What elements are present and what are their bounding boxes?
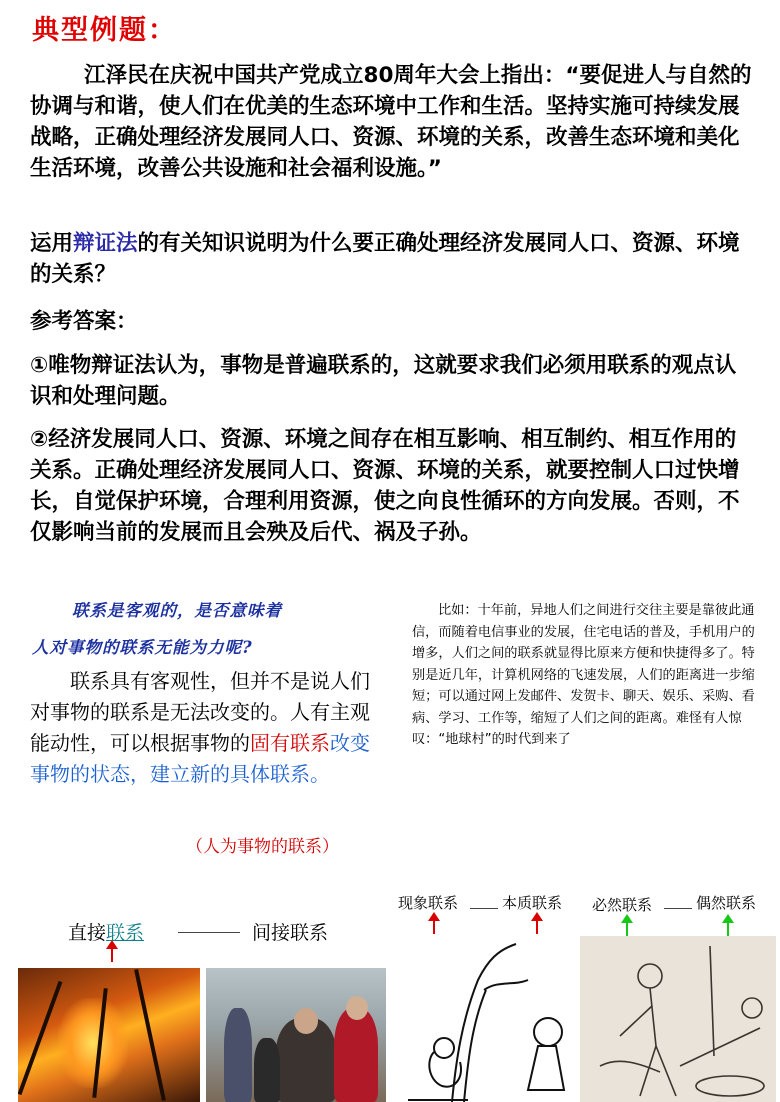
answer-2: ②经济发展同人口、资源、环境之间存在相互影响、相互制约、相互作用的关系。正确处理经济发展同人口、资源、环境的关系，就要控制人口过快增长，自觉保护环境，合理利用资源，使之向良性循环的方向发展。否则，不仅影响当前的发展而且会殃及后代、祸及子孙。 [30, 427, 740, 545]
sub-answer-blue: 改变事物的状态，建立新的具体联系。 [30, 731, 370, 786]
up-arrow-icon [727, 922, 729, 936]
up-arrow-icon [626, 922, 628, 936]
sketch-drawing [580, 936, 776, 1102]
question-paragraph [30, 228, 752, 290]
sub-answer [30, 666, 380, 790]
up-arrow-icon [536, 920, 538, 934]
human-link-caption: （人为事物的联系） [186, 837, 339, 857]
sub-question-line-2: 人对事物的联系无能为力呢? [32, 638, 253, 657]
connector-line [178, 932, 240, 933]
connector-line [470, 908, 498, 909]
necessary-label: 必然联系 [592, 896, 653, 914]
example-note: 比如：十年前，异地人们之间进行交往主要是靠彼此通信，而随着电信事业的发展，住宅电话的普及，手机用户的增多，人们之间的联系就显得比原来方便和快捷得多了。特别是近几年，计算机网络的飞速发展，人们的距离进一步缩短；可以通过网上发邮件、发贺卡、聊天、娱乐、采购、看病、学习、工作等，缩短了人们之间的距离。难怪有人惊叹：“地球村”的时代到来了 [412, 603, 755, 747]
indirect-link-label: 间接联系 [252, 922, 329, 944]
cartoon-drawing [398, 940, 576, 1102]
sub-question-line-1: 联系是客观的，是否意味着 [72, 601, 282, 620]
crowd-photo [206, 968, 386, 1102]
essence-label: 本质联系 [502, 894, 563, 912]
fire-photo [18, 968, 200, 1102]
question-highlight: 辩证法 [73, 231, 138, 256]
direct-prefix: 直接 [68, 922, 107, 944]
answer-label: 参考答案： [30, 309, 138, 334]
quote-paragraph: 江泽民在庆祝中国共产党成立80周年大会上指出：“要促进人与自然的协调与和谐，使人们在优美的生态环境中工作和生活。坚持实施可持续发展战略，正确处理经济发展同人口、资源、环境的关系，改善生态环境和美化生活环境，改善公共设施和社会福利设施。” [30, 63, 752, 181]
accidental-label: 偶然联系 [696, 894, 757, 912]
direct-link-anchor[interactable]: 联系 [106, 922, 145, 944]
sub-question [32, 592, 402, 666]
up-arrow-icon [433, 920, 435, 934]
answer-1: ①唯物辩证法认为，事物是普遍联系的，这就要求我们必须用联系的观点认识和处理问题。 [30, 353, 737, 409]
sub-answer-red: 固有联系 [250, 731, 330, 755]
question-prefix: 运用 [30, 231, 74, 256]
page-title: 典型例题： [32, 15, 177, 46]
up-arrow-icon [111, 948, 113, 962]
question-suffix: 的有关知识说明为什么要正确处理经济发展同人口、资源、环境的关系？ [30, 231, 740, 287]
connector-line [664, 908, 692, 909]
phenomenon-label: 现象联系 [398, 894, 459, 912]
sub-answer-text: 联系具有客观性，但并不是说人们对事物的联系是无法改变的。人有主观能动性，可以根据事物的 [30, 669, 370, 755]
